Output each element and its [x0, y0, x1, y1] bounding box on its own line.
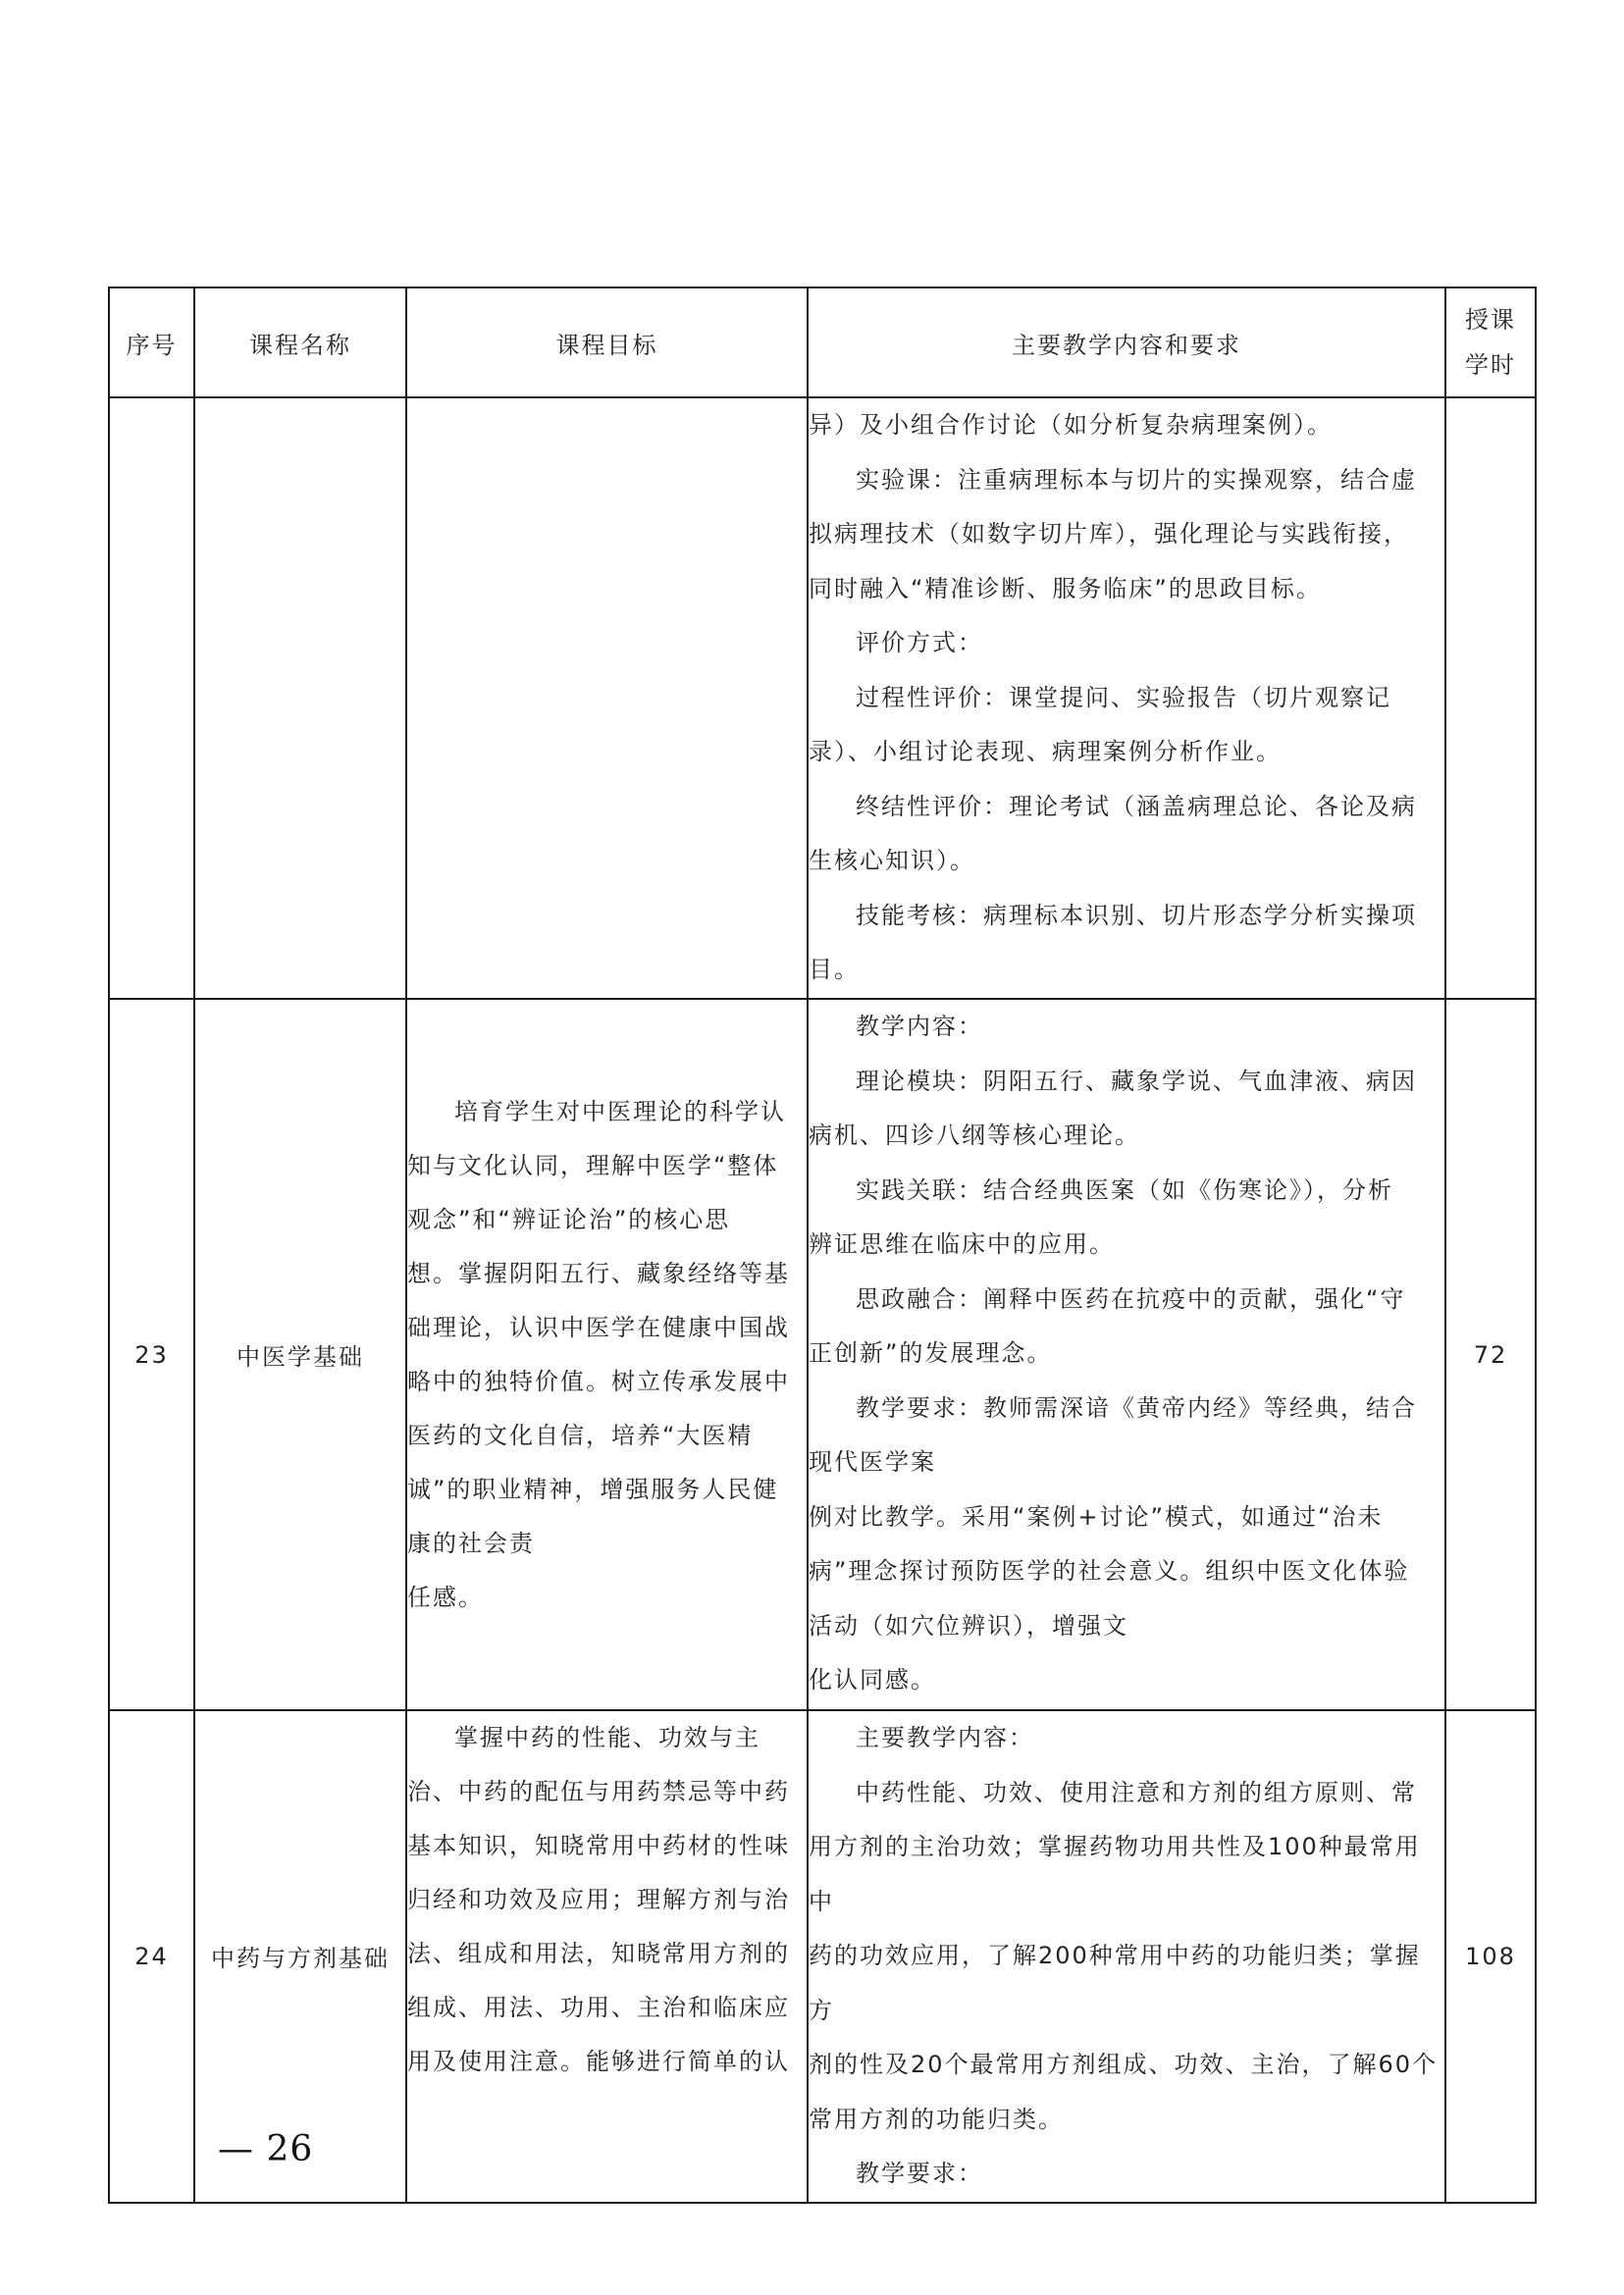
table-row: [109, 999, 1536, 1710]
goal-line: 组成、用法、功用、主治和临床应: [407, 1994, 790, 2021]
content-line: 教学要求：教师需深谙《黄帝内经》等经典，结合: [856, 1393, 1417, 1422]
goal-line: 诚”的职业精神，增强服务人民健: [407, 1475, 779, 1503]
goal-line: 医药的文化自信，培养“大医精: [407, 1421, 754, 1449]
content-line: 思政融合：阐释中医药在抗疫中的贡献，强化“守: [856, 1284, 1406, 1313]
header-hours-line1: 授课: [1465, 306, 1516, 334]
goal-line: 基本知识，知晓常用中药材的性味: [407, 1832, 790, 1859]
goal-line: 归经和功效及应用；理解方剂与治: [407, 1886, 790, 1913]
content-line: 评价方式：: [856, 629, 983, 656]
content-line: 实践关联：结合经典医案（如《伤寒论》），分析: [856, 1175, 1393, 1204]
row-course-name: [194, 397, 406, 999]
content-line: 教学内容：: [856, 1013, 983, 1040]
row-course-goal: [406, 999, 808, 1710]
content-line: 剂的性及20个最常用方剂组成、功效、主治，了解60个: [809, 2051, 1439, 2078]
content-line: 活动（如穴位辨识），增强文: [809, 1611, 1128, 1640]
content-line: 过程性评价：课堂提问、实验报告（切片观察记: [856, 683, 1391, 711]
content-line: 技能考核：病理标本识别、切片形态学分析实操项: [856, 901, 1417, 929]
goal-line: 法、组成和用法，知晓常用方剂的: [407, 1940, 790, 1967]
content-line: 用方剂的主治功效；掌握药物功用共性及100种最常用中: [809, 1833, 1421, 1915]
row-index: 24: [109, 1710, 194, 2203]
row-hours: 108: [1445, 1710, 1536, 2203]
header-content: 主要教学内容和要求: [808, 287, 1445, 397]
header-course-goal: 课程目标: [406, 287, 808, 397]
row-hours: [1445, 397, 1536, 999]
content-line: 异）及小组合作讨论（如分析复杂病理案例）。: [809, 411, 1333, 439]
content-line: 同时融入“精准诊断、服务临床”的思政目标。: [809, 574, 1322, 602]
goal-line: 治、中药的配伍与用药禁忌等中药: [407, 1778, 790, 1805]
row-course-goal: [406, 1710, 808, 2203]
row-hours: 72: [1445, 999, 1536, 1710]
content-line: 教学要求：: [856, 2160, 983, 2187]
goal-line: 康的社会责: [407, 1529, 535, 1557]
row-course-name: 中药与方剂基础: [194, 1710, 406, 2203]
table-header-row: [109, 287, 1536, 397]
content-line: 正创新”的发展理念。: [809, 1339, 1053, 1367]
row-index: [109, 397, 194, 999]
content-line: 病”理念探讨预防医学的社会意义。组织中医文化体验: [809, 1557, 1410, 1585]
content-line: 实验课：注重病理标本与切片的实操观察，结合虚: [856, 465, 1417, 494]
content-line: 病机、四诊八纲等核心理论。: [809, 1121, 1140, 1149]
content-line: 主要教学内容：: [856, 1724, 1034, 1751]
row-content: [808, 397, 1445, 999]
content-line: 中药性能、功效、使用注意和方剂的组方原则、常: [856, 1778, 1417, 1806]
page-number: — 26: [218, 2129, 314, 2169]
row-content: [808, 999, 1445, 1710]
content-line: 例对比教学。采用“案例+讨论”模式，如通过“治未: [809, 1502, 1384, 1531]
content-line: 目。: [809, 956, 860, 983]
content-line: 药的功效应用，了解200种常用中药的功能归类；掌握方: [809, 1942, 1421, 2024]
goal-line: 略中的独特价值。树立传承发展中: [407, 1367, 790, 1395]
content-line: 拟病理技术（如数字切片库），强化理论与实践衔接，: [809, 520, 1409, 548]
row-index: 23: [109, 999, 194, 1710]
header-hours-line2: 学时: [1465, 351, 1516, 379]
header-index: 序号: [109, 287, 194, 397]
content-line: 现代医学案: [809, 1448, 936, 1476]
header-hours: [1445, 287, 1536, 397]
content-line: 化认同感。: [809, 1666, 936, 1694]
content-line: 录）、小组讨论表现、病理案例分析作业。: [809, 738, 1282, 765]
goal-line: 知与文化认同，理解中医学“整体: [407, 1151, 779, 1179]
goal-line: 用及使用注意。能够进行简单的认: [407, 2048, 790, 2075]
course-table: [108, 287, 1537, 2204]
goal-line: 础理论，认识中医学在健康中国战: [407, 1313, 790, 1341]
content-line: 终结性评价：理论考试（涵盖病理总论、各论及病: [856, 792, 1417, 820]
row-content: [808, 1710, 1445, 2203]
content-line: 辨证思维在临床中的应用。: [809, 1230, 1115, 1258]
goal-line: 任感。: [407, 1583, 484, 1611]
row-course-goal: [406, 397, 808, 999]
goal-line: 培育学生对中医理论的科学认: [454, 1097, 786, 1125]
header-course-name: 课程名称: [194, 287, 406, 397]
table-row: [109, 1710, 1536, 2203]
goal-line: 观念”和“辨证论治”的核心思: [407, 1205, 731, 1233]
content-line: 生核心知识）。: [809, 847, 975, 874]
content-line: 常用方剂的功能归类。: [809, 2105, 1064, 2133]
table-row: [109, 397, 1536, 999]
row-course-name: 中医学基础: [194, 999, 406, 1710]
content-line: 理论模块：阴阳五行、藏象学说、气血津液、病因: [856, 1067, 1417, 1095]
goal-line: 掌握中药的性能、功效与主: [454, 1724, 760, 1751]
goal-line: 想。掌握阴阳五行、藏象经络等基: [407, 1259, 790, 1287]
